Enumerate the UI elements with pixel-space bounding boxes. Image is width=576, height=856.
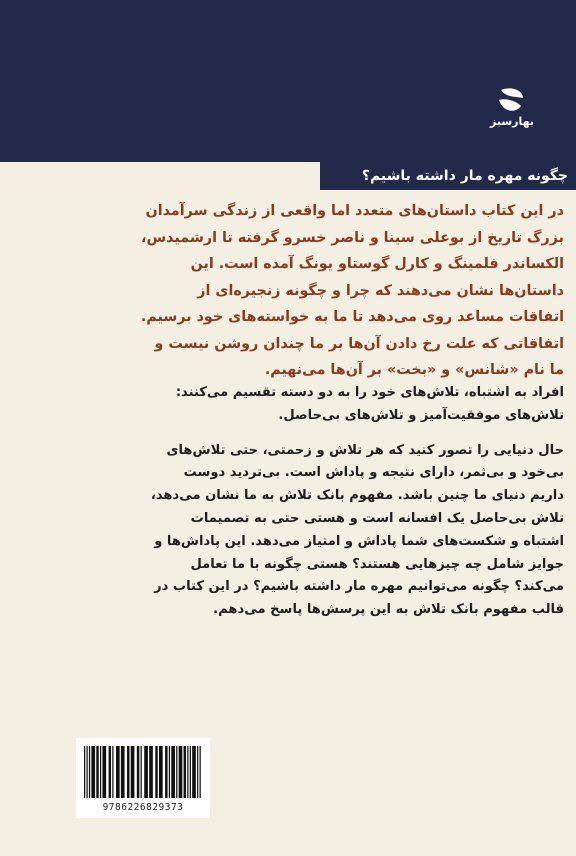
barcode-bar (192, 746, 196, 798)
barcode-bar (176, 746, 177, 798)
barcode-bar (165, 746, 167, 798)
barcode-bar (187, 746, 188, 798)
barcode-bar (127, 746, 129, 798)
body-text (44, 382, 564, 622)
barcode-bar (96, 746, 98, 798)
paragraph-2-line: می‌کند؟ چگونه می‌توانیم مهره مار داشته باشیم؟ در این کتاب در (154, 579, 564, 595)
intro-line: در این کتاب داستان‌های متعدد اما واقعی از زندگی سرآمدان (145, 203, 564, 219)
barcode-bar (171, 746, 175, 798)
intro-line: اتفاقات مساعد روی می‌دهد تا ما به خواسته‌های خود برسیم. (140, 309, 564, 325)
paragraph-gap (44, 428, 564, 440)
isbn-number: 9786226829373 (102, 802, 184, 813)
barcode-bar (200, 746, 201, 798)
barcode-bars (84, 746, 202, 798)
paragraph-1-line: تلاش‌های موفقیت‌آمیز و تلاش‌های بی‌حاصل. (278, 407, 564, 423)
question-banner: چگونه مهره مار داشته باشیم؟ (320, 162, 576, 190)
isbn-barcode (76, 738, 210, 818)
intro-line: ما نام «شانس» و «بخت» بر آن‌ها می‌نهیم. (264, 362, 564, 378)
barcode-bar (144, 746, 148, 798)
paragraph-2-line: تلاش بی‌حاصل یک افسانه است و هستی حتی به تصمیمات (190, 510, 564, 526)
barcode-bar (155, 746, 157, 798)
barcode-bar (116, 746, 120, 798)
paragraph-2-line: جوایز شامل چه چیزهایی هستند؟ هستی چگونه با ما تعامل (190, 556, 564, 572)
barcode-bar (190, 746, 191, 798)
barcode-bar (149, 746, 153, 798)
barcode-bar (184, 746, 186, 798)
barcode-bar (121, 746, 125, 798)
publisher-name: بهارسبز (489, 115, 534, 128)
barcode-bar (91, 746, 95, 798)
barcode-bar (100, 746, 101, 798)
paragraph-2-line: بی‌خود و بی‌ثمر، دارای نتیجه و پاداش است. بی‌تردید دوست (183, 465, 564, 481)
publisher-logo (482, 86, 542, 146)
intro-line: اتفاقاتی که علت رخ دادن آن‌ها بر ما چندان روشن نیست و (154, 335, 564, 352)
barcode-bar (112, 746, 113, 798)
intro-line: بزرگ تاریخ از بوعلی سینا و ناصر خسرو گرفته تا ارشمیدس، (141, 229, 564, 246)
publisher-leaf-icon (495, 86, 529, 116)
barcode-bar (102, 746, 106, 798)
paragraph-2-line: حال دنیایی را تصور کنید که هر تلاش و زحمتی، حتی تلاش‌های (166, 442, 564, 458)
intro-paragraph (64, 198, 564, 384)
intro-line: داستان‌ها نشان می‌دهند که چرا و چگونه زنجیره‌ای از (197, 282, 564, 299)
barcode-bar (131, 746, 135, 798)
barcode-bar (179, 746, 183, 798)
barcode-bar (109, 746, 111, 798)
paragraph-2-line: داریم دنیای ما چنین باشد. مفهوم بانک تلاش به ما نشان می‌دهد، (150, 488, 564, 504)
barcode-bar (197, 746, 198, 798)
paragraph-2-line: قالب مفهوم بانک تلاش به این پرسش‌ها پاسخ می‌دهم. (213, 602, 564, 618)
barcode-bar (86, 746, 87, 798)
barcode-bar (159, 746, 163, 798)
paragraph-2-line: اشتباه و شکست‌های شما پاداش و امتیاز می‌دهد. این پاداش‌ها و (154, 533, 564, 549)
barcode-bar (89, 746, 90, 798)
cover-header-band (0, 0, 576, 162)
barcode-bar (137, 746, 139, 798)
barcode-bar (84, 746, 85, 798)
paragraph-1-line: افراد به اشتباه، تلاش‌های خود را به دو دسته تقسیم می‌کنند: (175, 385, 564, 400)
barcode-bar (141, 746, 142, 798)
barcode-bar (169, 746, 170, 798)
intro-line: الکساندر فلمینگ و کارل گوستاو یونگ آمده است. این (190, 256, 564, 272)
